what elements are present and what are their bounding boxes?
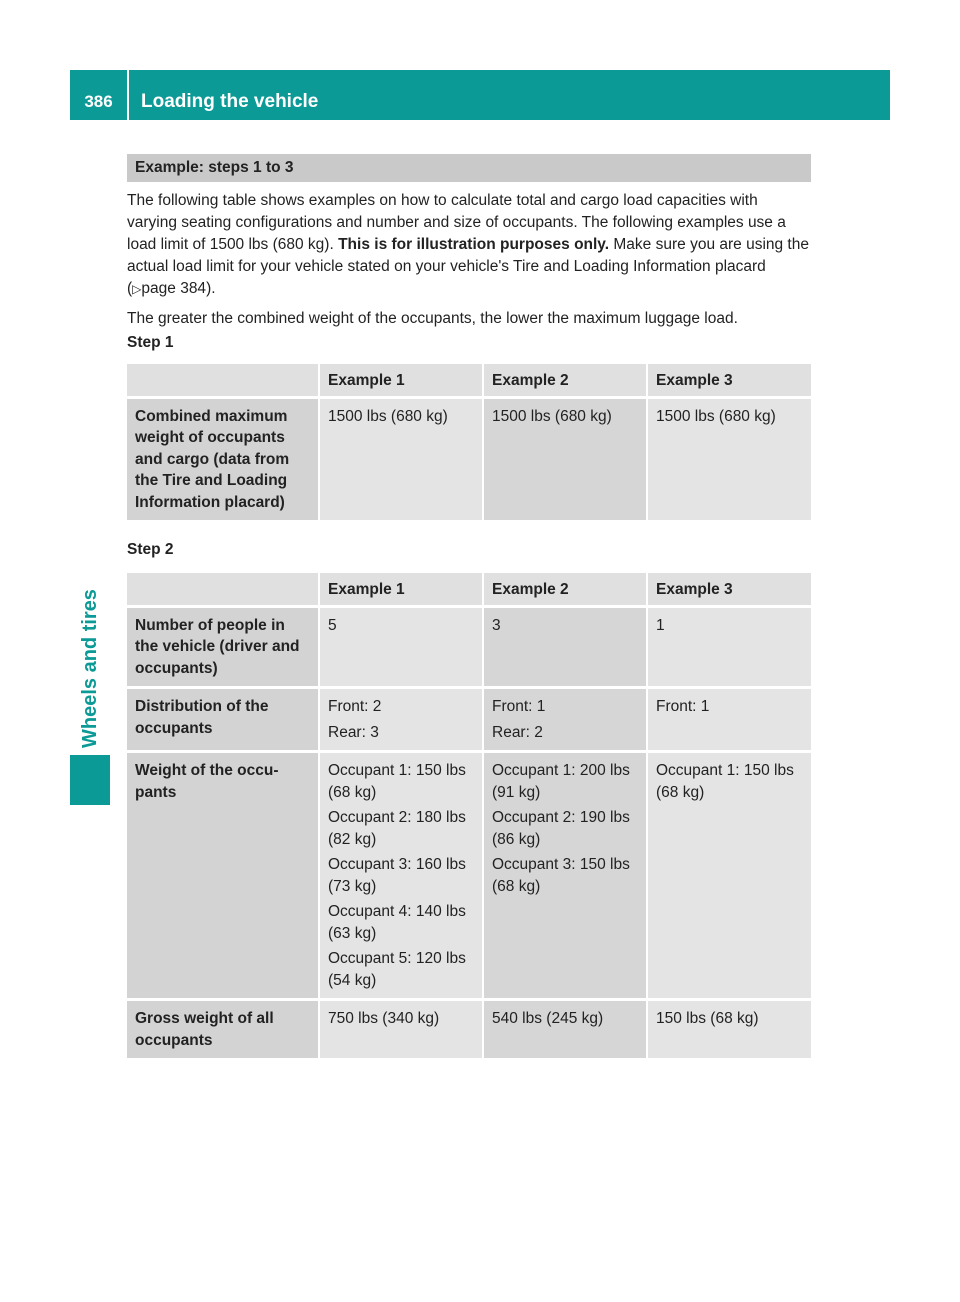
cell-value: 750 lbs (340 kg)	[328, 1010, 440, 1027]
cell-value: Occupant 1: 150 lbs (68 kg)	[656, 762, 794, 801]
table-row	[127, 397, 811, 522]
step2-table	[127, 573, 811, 1061]
intro-emphasis: This is for illustration purposes only.	[338, 236, 610, 253]
column-header: Example 3	[647, 573, 811, 606]
table-header-row	[127, 573, 811, 606]
cell-value: Rear: 2	[492, 723, 543, 741]
page-number: 386	[84, 92, 113, 111]
table-cell	[319, 688, 483, 752]
intro-paragraph	[127, 190, 811, 300]
row-label: Combined maximum weight of occupants and cargo (data from the Tire and Loading Information placard)	[127, 397, 319, 522]
section-heading: Example: steps 1 to 3	[127, 154, 811, 182]
cell-value: Occupant 4: 140 lbs (63 kg)	[328, 903, 466, 942]
table-cell	[319, 606, 483, 688]
cell-value: Occupant 3: 150 lbs (68 kg)	[492, 856, 630, 895]
table-cell	[319, 1000, 483, 1060]
cell-value: 1500 lbs (680 kg)	[328, 407, 448, 425]
cell-value: 3	[492, 616, 501, 634]
cell-value: Front: 2	[328, 698, 382, 715]
table-cell	[647, 397, 811, 522]
cell-value: 540 lbs (245 kg)	[492, 1010, 604, 1027]
table-cell	[483, 752, 647, 1000]
row-label: Distribution of the occupants	[127, 688, 319, 752]
table-cell	[483, 688, 647, 752]
cell-value: 5	[328, 616, 337, 634]
intro-end: ).	[206, 280, 216, 297]
cell-value: 1500 lbs (680 kg)	[656, 407, 776, 425]
intro-text: The following table shows examples on how to calculate total and cargo load capacities with varying seating configurations and number and size of occupants. The following examples use a load limit of 1500 lbs (680 kg).	[127, 192, 786, 253]
table-cell	[647, 606, 811, 688]
cell-value: 1	[656, 616, 665, 634]
column-header	[127, 573, 319, 606]
table-header-row	[127, 364, 811, 397]
table-row	[127, 752, 811, 1000]
row-label	[127, 752, 319, 1000]
column-header: Example 1	[319, 364, 483, 397]
table-cell	[319, 752, 483, 1000]
column-header	[127, 364, 319, 397]
column-header: Example 3	[647, 364, 811, 397]
side-tab-marker	[70, 755, 110, 805]
page-reference-link[interactable]: page 384	[141, 280, 207, 297]
main-content	[127, 154, 811, 1061]
cell-value: Occupant 1: 200 lbs (91 kg)	[492, 762, 630, 801]
table-cell	[647, 1000, 811, 1060]
cell-value: Front: 1	[492, 698, 546, 715]
table-cell	[483, 606, 647, 688]
row-label: Gross weight of all occupants	[127, 1000, 319, 1060]
column-header: Example 2	[483, 573, 647, 606]
cell-value: 150 lbs (68 kg)	[656, 1010, 759, 1027]
step1-label: Step 1	[127, 334, 174, 351]
side-tab	[70, 560, 110, 805]
table-cell	[483, 1000, 647, 1060]
page-ref-arrow-icon: ▷	[132, 282, 142, 296]
cell-value: Rear: 3	[328, 723, 379, 741]
table-cell	[647, 752, 811, 1000]
table-cell	[483, 397, 647, 522]
intro-text-cont: Make sure you are using the actual load limit for your vehicle stated on your vehicle's Tire and Loading Information placard (	[127, 236, 809, 297]
note-paragraph: The greater the combined weight of the occupants, the lower the maximum luggage load.	[127, 310, 738, 327]
table-row	[127, 606, 811, 688]
chapter-title: Loading the vehicle	[141, 91, 319, 112]
table-row	[127, 688, 811, 752]
cell-value: Occupant 2: 180 lbs (82 kg)	[328, 809, 466, 848]
cell-value: 1500 lbs (680 kg)	[492, 407, 612, 425]
step2-label: Step 2	[127, 541, 174, 558]
cell-value: Occupant 3: 160 lbs (73 kg)	[328, 856, 466, 895]
table-cell	[647, 688, 811, 752]
table-row	[127, 1000, 811, 1060]
cell-value: Occupant 5: 120 lbs (54 kg)	[328, 950, 466, 989]
step1-table	[127, 364, 811, 523]
column-header: Example 1	[319, 573, 483, 606]
header-bar	[70, 70, 890, 120]
cell-value: Occupant 1: 150 lbs (68 kg)	[328, 762, 466, 801]
row-label-text: Weight of the occu- pants	[135, 762, 279, 801]
side-tab-label: Wheels and tires	[79, 589, 101, 748]
row-label: Number of people in the vehicle (driver and occupants)	[127, 606, 319, 688]
column-header: Example 2	[483, 364, 647, 397]
header-divider	[127, 70, 129, 120]
cell-value: Occupant 2: 190 lbs (86 kg)	[492, 809, 630, 848]
table-cell	[319, 397, 483, 522]
cell-value: Front: 1	[656, 698, 710, 715]
